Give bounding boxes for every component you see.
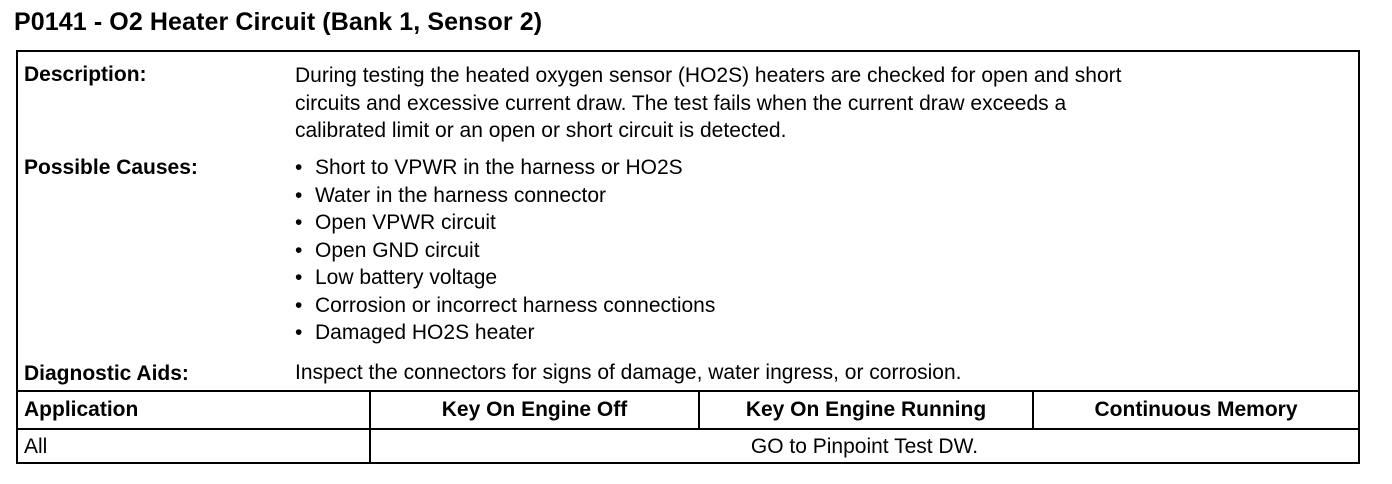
cause-item: • Open GND circuit [295, 237, 715, 265]
description-line: circuits and excessive current draw. The test fails when the current draw exceeds a [295, 91, 1067, 115]
description-text [295, 62, 1122, 145]
description-line: During testing the heated oxygen sensor (HO2S) heaters are checked for open and short [295, 64, 1122, 87]
header-key-on-engine-off: Key On Engine Off [370, 391, 699, 429]
page-title: P0141 - O2 Heater Circuit (Bank 1, Sensor 2) [14, 8, 543, 36]
cause-item: • Water in the harness connector [295, 182, 715, 210]
table-header-row [18, 391, 1358, 429]
diagnostic-aids-text: Inspect the connectors for signs of damage, water ingress, or corrosion. [295, 361, 962, 384]
description-line: calibrated limit or an open or short circuit is detected. [295, 119, 787, 142]
cause-item: • Corrosion or incorrect harness connections [295, 292, 715, 320]
cause-item: • Short to VPWR in the harness or HO2S [295, 154, 715, 182]
header-application: Application [18, 391, 370, 429]
cause-item: • Damaged HO2S heater [295, 319, 715, 347]
cause-item: • Low battery voltage [295, 264, 715, 292]
header-key-on-engine-running: Key On Engine Running [699, 391, 1033, 429]
cause-item: • Open VPWR circuit [295, 209, 715, 237]
header-continuous-memory: Continuous Memory [1033, 391, 1358, 429]
possible-causes-label: Possible Causes: [24, 156, 198, 179]
possible-causes-list [295, 154, 715, 347]
action-cell: GO to Pinpoint Test DW. [370, 429, 1358, 464]
description-label: Description: [24, 63, 147, 86]
application-table [18, 390, 1358, 464]
dtc-info-box [16, 50, 1360, 464]
diagnostic-aids-label: Diagnostic Aids: [24, 362, 189, 385]
application-cell: All [18, 429, 370, 464]
table-row [18, 429, 1358, 464]
